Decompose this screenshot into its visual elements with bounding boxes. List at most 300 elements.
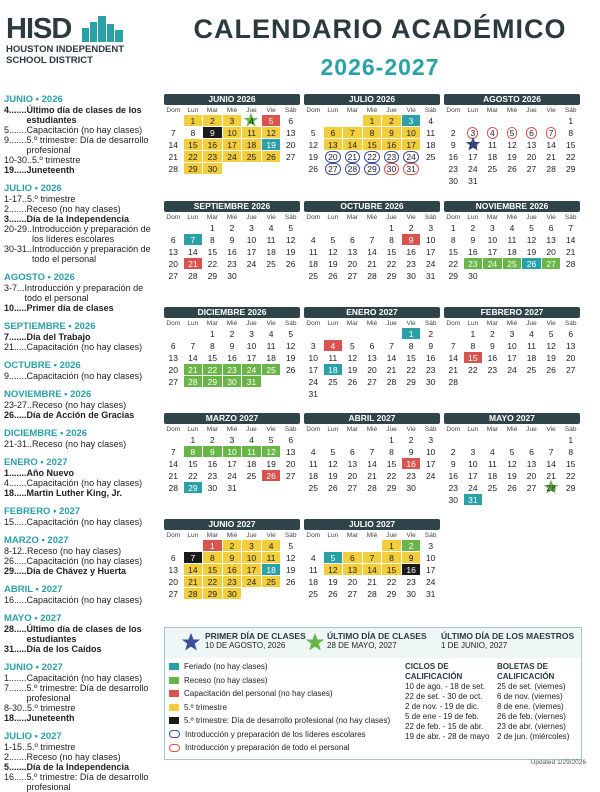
day-cell	[281, 434, 300, 445]
report-title-2: CALIFICACIÓN	[497, 672, 555, 681]
report-row: 2 de jun. (miércoles)	[497, 732, 570, 741]
day-number: 18	[246, 458, 257, 469]
day-number: 6	[369, 340, 375, 351]
day-number: 29	[188, 482, 198, 493]
day-number: 2	[408, 222, 414, 233]
event-date: 28	[4, 624, 15, 634]
day-number: 25	[308, 270, 319, 281]
weekday-label: Mié	[506, 213, 518, 221]
day-cell	[324, 540, 343, 551]
day-number: 24	[507, 364, 517, 375]
day-number: 25	[308, 482, 319, 493]
day-number: 15	[188, 139, 198, 150]
day-number: 17	[425, 458, 436, 469]
day-number: 26	[308, 163, 319, 174]
day-cell	[304, 127, 323, 138]
weekday-label: Jue	[386, 106, 397, 114]
day-cell	[522, 458, 541, 469]
day-cell	[223, 270, 242, 281]
day-number: 23	[384, 151, 399, 163]
day-cell	[343, 564, 362, 575]
blue-star-icon	[181, 632, 201, 652]
day-number: 10	[425, 446, 436, 457]
event-text: Último día de clases de los estudiantes	[26, 624, 142, 644]
day-number: 23	[406, 576, 416, 587]
event-leader: .....	[14, 772, 27, 782]
day-cell	[164, 470, 183, 481]
event-item	[4, 517, 160, 527]
day-cell	[464, 470, 483, 481]
day-number: 29	[448, 270, 459, 281]
day-cell	[444, 328, 463, 339]
day-number: 8	[389, 234, 394, 245]
day-cell	[382, 434, 401, 445]
day-cell	[561, 482, 580, 493]
day-cell	[522, 139, 541, 150]
day-number: 25	[308, 588, 319, 599]
day-cell	[324, 163, 343, 174]
day-number: 25	[328, 376, 338, 387]
event-leader: .....	[14, 410, 27, 420]
day-cell	[421, 127, 440, 138]
day-cell	[542, 127, 561, 138]
event-date: 30-31	[4, 244, 28, 254]
event-item	[4, 772, 160, 792]
day-number: 8	[568, 446, 574, 457]
day-cell	[184, 458, 203, 469]
day-number: 29	[386, 588, 397, 599]
day-number: 2	[490, 328, 495, 339]
weekday-label: Lun	[187, 319, 199, 327]
day-number: 29	[386, 482, 397, 493]
day-number: 24	[425, 258, 436, 269]
legend-swatch	[169, 744, 180, 752]
day-cell	[281, 446, 300, 457]
day-cell	[304, 434, 323, 445]
event-month-heading: NOVIEMBRE • 2026	[4, 389, 92, 400]
day-number: 11	[247, 127, 256, 138]
day-cell	[304, 446, 323, 457]
day-number: 4	[310, 234, 316, 245]
day-cell	[522, 364, 541, 375]
day-number: 3	[467, 127, 478, 139]
day-number: 21	[188, 364, 198, 375]
weekday-label: Dom	[446, 319, 461, 327]
weekday-label: Sáb	[564, 319, 577, 327]
event-text: Capacitación (no hay clases)	[26, 556, 143, 566]
day-cell	[164, 364, 183, 375]
month-calendar	[164, 519, 300, 600]
day-cell	[542, 458, 561, 469]
event-date: 5	[4, 762, 10, 772]
weekday-label: Mar	[206, 319, 218, 327]
day-number: 5	[288, 222, 294, 233]
event-month-heading: JULIO • 2027	[4, 731, 62, 742]
day-number: 12	[328, 564, 338, 575]
day-cell	[304, 151, 323, 162]
event-item	[4, 332, 160, 342]
day-number: 6	[170, 552, 176, 563]
day-cell	[561, 163, 580, 174]
day-number: 12	[285, 552, 296, 563]
day-cell	[281, 163, 300, 174]
day-cell	[421, 270, 440, 281]
day-cell	[304, 458, 323, 469]
day-cell	[363, 163, 382, 174]
event-item	[4, 468, 160, 478]
day-cell	[522, 246, 541, 257]
day-cell	[402, 446, 421, 457]
day-cell	[242, 588, 261, 599]
day-cell	[444, 364, 463, 375]
day-number: 10	[246, 234, 257, 245]
weekday-label: Dom	[166, 106, 181, 114]
day-number: 18	[308, 258, 319, 269]
day-number: 20	[168, 364, 179, 375]
weekday-label: Mié	[226, 531, 238, 539]
day-cell	[421, 115, 440, 126]
day-number: 8	[408, 340, 414, 351]
day-number: 12	[347, 352, 358, 363]
day-cell	[382, 588, 401, 599]
day-number: 30	[227, 376, 237, 387]
day-cell	[363, 446, 382, 457]
day-number: 7	[546, 127, 557, 139]
event-item	[4, 155, 160, 165]
day-cell	[304, 328, 323, 339]
day-number: 27	[285, 151, 296, 162]
day-cell	[343, 588, 362, 599]
weekday-label: Mié	[226, 319, 238, 327]
day-cell	[242, 576, 261, 587]
day-number: 6	[170, 234, 176, 245]
day-cell	[483, 470, 502, 481]
event-text: Capacitación (no hay clases)	[26, 478, 143, 488]
weekday-label: Dom	[446, 425, 461, 433]
month-title: JUNIO 2027	[164, 519, 300, 530]
day-number: 9	[229, 234, 235, 245]
month-calendar	[164, 307, 300, 388]
day-cell	[402, 540, 421, 551]
day-number: 19	[266, 458, 276, 469]
day-cell	[382, 564, 401, 575]
day-cell	[382, 576, 401, 587]
day-number: 21	[367, 576, 377, 587]
weekday-label: Mié	[366, 319, 378, 327]
day-cell	[542, 364, 561, 375]
day-cell	[281, 564, 300, 575]
event-month-heading: MARZO • 2027	[4, 535, 69, 546]
weekday-label: Vie	[546, 425, 556, 433]
day-cell	[402, 234, 421, 245]
day-cell	[522, 376, 541, 387]
weekday-label: Jue	[526, 425, 537, 433]
day-number: 23	[207, 470, 218, 481]
event-item	[4, 546, 160, 556]
day-number: 1	[408, 328, 414, 339]
day-cell	[262, 458, 281, 469]
event-item	[4, 135, 160, 155]
day-number: 22	[364, 151, 379, 163]
month-grid	[163, 318, 301, 388]
day-number: 4	[330, 340, 336, 351]
day-number: 18	[266, 352, 276, 363]
day-number: 20	[526, 470, 537, 481]
day-cell	[242, 139, 261, 150]
day-cell	[421, 352, 440, 363]
day-cell	[343, 258, 362, 269]
day-number: 5	[288, 540, 294, 551]
day-number: 14	[546, 458, 556, 469]
day-number: 24	[308, 376, 319, 387]
weekday-label: Dom	[166, 213, 181, 221]
day-cell	[164, 540, 183, 551]
last-teacher-title: ÚLTIMO DÍA DE LOS MAESTROS	[441, 631, 575, 641]
legend-box	[164, 627, 582, 760]
legend-item	[169, 730, 366, 739]
event-date: 7	[4, 683, 10, 693]
day-cell	[561, 446, 580, 457]
day-cell	[223, 151, 242, 162]
day-number: 27	[546, 258, 556, 269]
day-cell	[402, 222, 421, 233]
grading-row: 10 de ago. - 18 de set.	[405, 682, 486, 691]
day-number: 26	[266, 470, 276, 481]
day-number: 3	[428, 540, 434, 551]
day-cell	[464, 246, 483, 257]
day-cell	[262, 151, 281, 162]
weekday-label: Mié	[366, 425, 378, 433]
day-cell	[281, 151, 300, 162]
day-cell	[343, 576, 362, 587]
event-leader: .......	[9, 125, 27, 135]
day-number: 16	[487, 352, 498, 363]
day-number: 9	[229, 552, 235, 563]
day-cell	[262, 352, 281, 363]
day-cell	[522, 470, 541, 481]
day-cell	[324, 234, 343, 245]
day-number: 31	[468, 494, 478, 505]
day-cell	[421, 163, 440, 174]
day-number: 8	[369, 127, 375, 138]
month-calendar	[444, 413, 580, 506]
event-leader: ..	[22, 703, 28, 713]
day-cell	[203, 564, 222, 575]
day-number: 31	[425, 588, 436, 599]
event-item	[4, 224, 160, 244]
day-cell	[483, 270, 502, 281]
day-number: 15	[386, 246, 397, 257]
month-title: JUNIO 2026	[164, 94, 300, 105]
event-month-heading: JUNIO • 2026	[4, 94, 63, 105]
event-item	[4, 488, 160, 498]
day-number: 13	[347, 564, 358, 575]
day-cell	[561, 234, 580, 245]
month-title: ENERO 2027	[304, 307, 440, 318]
day-number: 21	[188, 576, 198, 587]
day-number: 21	[448, 364, 459, 375]
day-number: 4	[249, 115, 254, 126]
day-cell	[242, 458, 261, 469]
day-cell	[542, 139, 561, 150]
day-number: 8	[470, 340, 476, 351]
day-cell	[343, 364, 362, 375]
day-cell	[281, 470, 300, 481]
day-number: 31	[227, 482, 237, 493]
weekday-label: Jue	[526, 319, 537, 327]
day-number: 17	[246, 352, 257, 363]
day-cell	[503, 328, 522, 339]
day-cell	[444, 139, 463, 150]
day-number: 30	[227, 270, 237, 281]
month-grid	[163, 424, 301, 494]
day-cell	[402, 352, 421, 363]
day-number: 13	[168, 352, 179, 363]
day-number: 1	[210, 540, 215, 551]
day-number: 10	[246, 552, 257, 563]
day-number: 5	[268, 434, 274, 445]
event-item	[4, 478, 160, 488]
day-number: 5	[548, 328, 554, 339]
day-number: 20	[285, 458, 296, 469]
day-cell	[184, 564, 203, 575]
day-cell	[363, 352, 382, 363]
event-leader: .....	[14, 303, 27, 313]
day-number: 24	[487, 258, 498, 269]
event-item	[4, 125, 160, 135]
day-cell	[522, 494, 541, 505]
event-leader: ..	[22, 194, 28, 204]
day-number: 22	[386, 470, 397, 481]
day-cell	[444, 352, 463, 363]
day-cell	[242, 163, 261, 174]
month-calendar	[164, 413, 300, 494]
weekday-label: Vie	[406, 106, 416, 114]
day-number: 13	[168, 564, 179, 575]
event-text: Primer día de clases	[26, 303, 114, 313]
event-leader: ..	[27, 439, 33, 449]
event-date: 7	[4, 332, 10, 342]
weekday-label: Jue	[246, 319, 257, 327]
day-cell	[561, 270, 580, 281]
day-number: 16	[207, 139, 218, 150]
day-number: 15	[386, 458, 397, 469]
month-title: NOVIEMBRE 2026	[444, 201, 580, 212]
day-cell	[503, 139, 522, 150]
weekday-label: Lun	[327, 531, 339, 539]
event-text: Juneteenth	[26, 713, 75, 723]
day-cell	[503, 163, 522, 174]
month-grid	[303, 105, 441, 175]
day-cell	[444, 376, 463, 387]
day-cell	[464, 376, 483, 387]
day-cell	[281, 352, 300, 363]
day-cell	[304, 576, 323, 587]
day-number: 6	[526, 127, 537, 139]
day-number: 21	[386, 364, 397, 375]
day-cell	[464, 163, 483, 174]
day-number: 12	[285, 340, 296, 351]
day-cell	[483, 163, 502, 174]
grading-row: 19 de abr. - 28 de mayo	[405, 732, 490, 741]
day-cell	[363, 540, 382, 551]
day-number: 31	[246, 376, 257, 387]
day-cell	[382, 388, 401, 399]
day-cell	[522, 270, 541, 281]
day-cell	[503, 494, 522, 505]
weekday-label: Vie	[266, 106, 276, 114]
day-cell	[421, 376, 440, 387]
day-cell	[402, 434, 421, 445]
day-cell	[503, 234, 522, 245]
event-leader: ..	[27, 244, 33, 254]
day-number: 5	[330, 446, 336, 457]
day-cell	[542, 340, 561, 351]
day-number: 17	[487, 246, 498, 257]
event-date: 5	[4, 125, 10, 135]
day-number: 17	[246, 564, 257, 575]
event-month-heading: DICIEMBRE • 2026	[4, 428, 88, 439]
day-number: 10	[468, 458, 478, 469]
day-number: 27	[347, 588, 358, 599]
day-number: 17	[425, 564, 436, 575]
day-cell	[542, 115, 561, 126]
event-leader: ..	[22, 742, 28, 752]
event-text: Año Nuevo	[26, 468, 75, 478]
hisd-logo	[6, 14, 136, 66]
report-row: 23 de abr. (viernes)	[497, 722, 566, 731]
day-cell	[242, 564, 261, 575]
weekday-label: Jue	[526, 106, 537, 114]
day-cell	[542, 328, 561, 339]
day-number: 15	[565, 139, 576, 150]
day-number: 28	[345, 163, 360, 175]
weekday-label: Vie	[546, 319, 556, 327]
legend-label: Introducción y preparación de todo el personal	[185, 743, 350, 752]
day-cell	[522, 163, 541, 174]
grading-row: 22 de set. - 30 de oct.	[405, 692, 483, 701]
day-cell	[363, 552, 382, 563]
day-number: 2	[470, 222, 476, 233]
day-number: 18	[266, 564, 276, 575]
events-list	[4, 94, 160, 792]
day-cell	[203, 446, 222, 457]
day-cell	[421, 446, 440, 457]
day-number: 26	[285, 364, 296, 375]
day-number: 21	[546, 151, 556, 162]
day-cell	[464, 270, 483, 281]
day-cell	[464, 328, 483, 339]
day-cell	[363, 482, 382, 493]
day-cell	[262, 434, 281, 445]
day-cell	[184, 434, 203, 445]
day-number: 8	[389, 446, 394, 457]
day-number: 1	[210, 222, 215, 233]
day-cell	[464, 458, 483, 469]
day-number: 6	[350, 552, 355, 563]
day-number: 10	[468, 139, 478, 150]
day-cell	[363, 234, 382, 245]
day-cell	[203, 328, 222, 339]
event-text: Juneteenth	[26, 165, 75, 175]
day-cell	[561, 434, 580, 445]
day-cell	[382, 458, 401, 469]
event-leader: .....	[14, 342, 27, 352]
day-cell	[223, 552, 242, 563]
day-cell	[304, 270, 323, 281]
day-cell	[382, 364, 401, 375]
day-number: 27	[168, 376, 179, 387]
